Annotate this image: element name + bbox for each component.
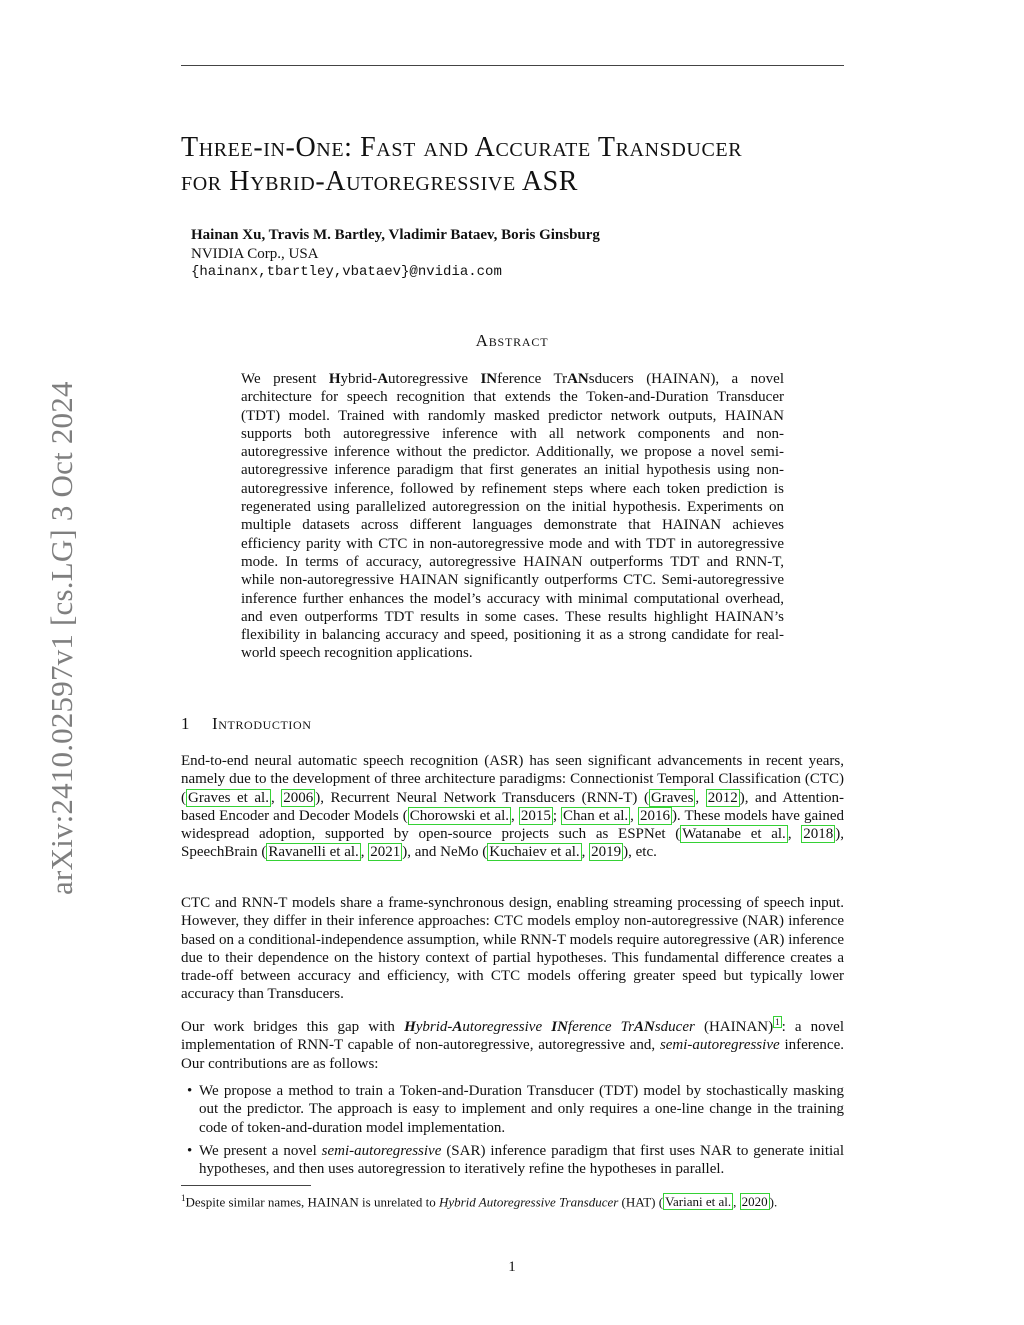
footnote: $^1$Despite similar names, HAINAN is unrelated to Hybrid Autoregressive Transducer (HAT) ( Variani et al. , 2020 ). [181, 1193, 778, 1210]
citation-link[interactable]: Chorowski et al. [409, 807, 510, 824]
section-number: 1 [181, 714, 191, 733]
author-affiliation: NVIDIA Corp., USA [191, 246, 319, 262]
abstract-body: We present Hybrid-Autoregressive INference TrANsducers (HAINAN), a novel architecture for speech recognition that extends the Token-and-Duration Transducer (TDT) model. Trained with randomly masked predictor network outputs, HAINAN supports both autoregressive inference with all network components and non-autoregressive inference without the predictor. Additionally, we propose a novel semi-autoregressive inference paradigm that first generates an initial hypothesis using non-autoregressive inference, followed by refinement steps where each token prediction is regenerated using parallelized autoregression on the initial hypothesis. Experiments on multiple datasets across different languages demonstrate that HAINAN achieves efficiency parity with CTC in non-autoregressive mode and with TDT in autoregressive mode. In terms of accuracy, autoregressive HAINAN outperforms TDT and RNN-T, while non-autoregressive HAINAN significantly outperforms CTC. Semi-autoregressive inference further enhances the model’s accuracy with minimal computational overhead, and even outperforms TDT results in some cases. These results highlight HAINAN’s flexibility in balancing accuracy and speed, positioning it as a strong candidate for real-world speech recognition applications. [241, 371, 784, 662]
citation-link[interactable]: Graves [650, 789, 694, 806]
citation-link[interactable]: 2018 [803, 826, 834, 843]
citation-link[interactable]: 2016 [639, 807, 670, 824]
intro-paragraph-1: End-to-end neural automatic speech recognition (ASR) has seen significant advancements in recent years, namely due to the development of three architecture paradigms: Connectionist Temporal Classification (CTC) ( Graves et al. , 2006 ), Recurrent Neural Network Transducers (RNN-T) ( Graves , 2012 ), and Attention-based Encoder and Decoder Models ( Chorowski et al. , 2015 ; Chan et al. , 2016 ). These models have gained widespread adoption, supported by open-source projects such as ESPNet ( Watanabe et al. , 2018 ), SpeechBrain ( Ravanelli et al. , 2021 ), and NeMo ( Kuchaiev et al. , 2019 ), etc. [181, 753, 845, 861]
footnote-mark: 1 [181, 1193, 186, 1203]
citation-link[interactable]: Variani et al. [665, 1194, 732, 1210]
citation-link[interactable]: 2012 [707, 789, 738, 806]
paper-title-line-2: for Hybrid-Autoregressive ASR [181, 166, 579, 197]
citation-link[interactable]: 2006 [283, 789, 314, 806]
arxiv-identifier[interactable]: arXiv:2410.02597v1 [cs.LG] 3 Oct 2024 [44, 381, 79, 895]
citation-link[interactable]: Graves et al. [188, 789, 269, 806]
section-heading-introduction [181, 714, 312, 734]
author-names: Hainan Xu, Travis M. Bartley, Vladimir Bataev, Boris Ginsburg [191, 227, 600, 243]
citation-link[interactable]: 2021 [370, 844, 401, 861]
citation-link[interactable]: Kuchaiev et al. [489, 844, 580, 861]
citation-link[interactable]: 2019 [591, 844, 622, 861]
citation-link[interactable]: Chan et al. [563, 807, 629, 824]
bullet-marker: • [187, 1083, 193, 1099]
section-title: Introduction [212, 714, 312, 733]
citation-link[interactable]: Watanabe et al. [682, 826, 786, 843]
paper-title-line-1: Three-in-One: Fast and Accurate Transducer [181, 132, 743, 163]
author-emails[interactable]: {hainanx,tbartley,vbataev}@nvidia.com [191, 264, 502, 280]
bullet-text: We present a novel semi-autoregressive (SAR) inference paradigm that first uses NAR to generate initial hypotheses, and then uses autoregression to iteratively refine the hypotheses in parallel. [199, 1143, 844, 1178]
citation-link[interactable]: 2015 [520, 807, 551, 824]
footnote-rule [181, 1185, 311, 1186]
citation-link[interactable]: 2020 [741, 1194, 768, 1210]
intro-paragraph-3: Our work bridges this gap with Hybrid-Autoregressive INference TrANsducer (HAINAN) $^1$ : a novel implementation of RNN-T capable of non-autoregressive, autoregressive and, semi-autoregressive inference. Our contributions are as follows: [181, 1017, 845, 1072]
abstract-heading: Abstract [475, 331, 549, 350]
bullet-marker: • [187, 1143, 193, 1159]
intro-paragraph-2: CTC and RNN-T models share a frame-synchronous design, enabling streaming processing of speech input. However, they differ in their inference approaches: CTC models employ non-autoregressive (NAR) inference based on a conditional-independence assumption, while RNN-T models require autoregressive (AR) inference due to their dependence on the history context of partial hypotheses. This fundamental difference creates a trade-off between accuracy and efficiency, with CTC models offering greater speed but typically lower accuracy than Transducers. [181, 895, 844, 1003]
footnote-link[interactable]: 1 [775, 1017, 780, 1027]
citation-link[interactable]: Ravanelli et al. [268, 844, 359, 861]
bullet-text: We propose a method to train a Token-and-Duration Transducer (TDT) model by stochastically masking out the predictor. The approach is easy to implement and only requires a one-line change in the training code of token-and-duration model implementation. [199, 1083, 844, 1136]
page-number: 1 [508, 1259, 516, 1275]
top-rule [181, 65, 844, 66]
